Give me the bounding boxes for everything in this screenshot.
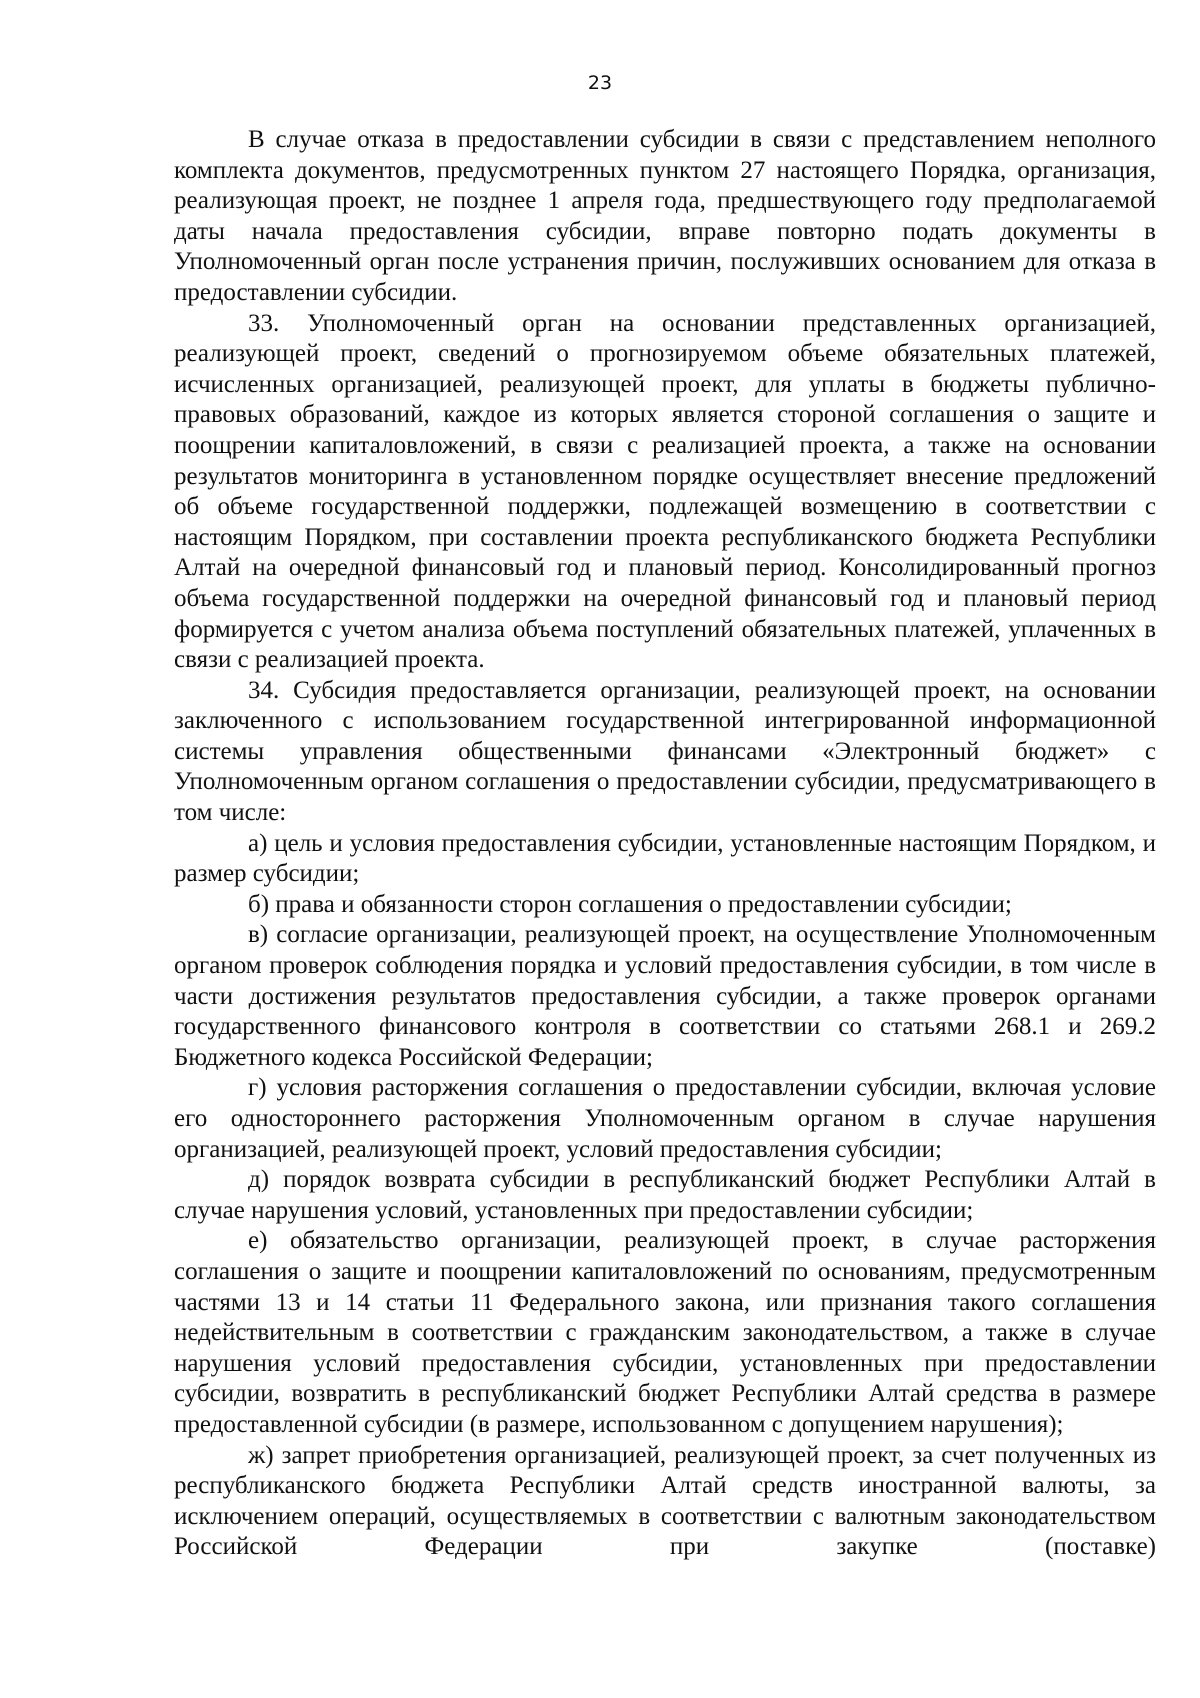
list-item-d: д) порядок возврата субсидии в республиканский бюджет Республики Алтай в случае нарушения условий, установленных при предоставлении субсидии; xyxy=(174,1166,1156,1224)
list-item-zh: ж) запрет приобретения организацией, реализующей проект, за счет полученных из республиканского бюджета Республики Алтай средств иностранной валюты, за исключением операций, осуществляемых в соответствии с валютным законодательством Российской Федерации при закупке (поставке) xyxy=(174,1441,1156,1561)
list-item-b: б) права и обязанности сторон соглашения о предоставлении субсидии; xyxy=(248,890,1012,918)
list-item-a: а) цель и условия предоставления субсидии, установленные настоящим Порядком, и размер субсидии; xyxy=(174,829,1156,888)
paragraph-clause-34: 34. Субсидия предоставляется организации, реализующей проект, на основании заключенного с использованием государственной интегрированной информационной системы управления общественными финансами «Электронный бюджет» с Уполномоченным органом соглашения о предоставлении субсидии, предусматривающего в том числе: xyxy=(174,676,1156,827)
list-item-v: в) согласие организации, реализующей проект, на осуществление Уполномоченным органом проверок соблюдения порядка и условий предоставления субсидии, в том числе в части достижения результатов предоставления субсидии, а также проверок органами государственного финансового контроля в соответствии со статьями 268.1 и 269.2 Бюджетного кодекса Российской Федерации; xyxy=(174,921,1156,1071)
paragraph-refusal-resubmission: В случае отказа в предоставлении субсидии в связи с представлением неполного комплекта документов, предусмотренных пунктом 27 настоящего Порядка, организация, реализующая проект, не позднее 1 апреля года, предшествующего году предполагаемой даты начала предоставления субсидии, вправе повторно подать документы в Уполномоченный орган после устранения причин, послуживших основанием для отказа в предоставлении субсидии. xyxy=(174,126,1156,306)
paragraph-clause-33: 33. Уполномоченный орган на основании представленных организацией, реализующей проект, сведений о прогнозируемом объеме обязательных платежей, исчисленных организацией, реализующей проект, для уплаты в бюджеты публично-правовых образований, каждое из которых является стороной соглашения о защите и поощрении капиталовложений, в связи с реализацией проекта, а также на основании результатов мониторинга в установленном порядке осуществляет внесение предложений об объеме государственной поддержки, подлежащей возмещению в соответствии с настоящим Порядком, при составлении проекта республиканского бюджета Республики Алтай на очередной финансовый год и плановый период. Консолидированный прогноз объема государственной поддержки на очередной финансовый год и плановый период формируется с учетом анализа объема поступлений обязательных платежей, уплаченных в связи с реализацией проекта. xyxy=(174,309,1156,674)
page-number: 23 xyxy=(587,72,613,94)
list-item-g: г) условия расторжения соглашения о предоставлении субсидии, включая условие его одностороннего расторжения Уполномоченным органом в случае нарушения организацией, реализующей проект, условий предоставления субсидии; xyxy=(174,1074,1156,1163)
list-item-e: е) обязательство организации, реализующей проект, в случае расторжения соглашения о защите и поощрении капиталовложений по основаниям, предусмотренным частями 13 и 14 статьи 11 Федерального закона, или признания такого соглашения недействительным в соответствии с гражданским законодательством, а также в случае нарушения условий предоставления субсидии, установленных при предоставлении субсидии, возвратить в республиканский бюджет Республики Алтай средства в размере предоставленной субсидии (в размере, использованном с допущением нарушения); xyxy=(174,1227,1156,1438)
document-body xyxy=(174,125,1156,1563)
